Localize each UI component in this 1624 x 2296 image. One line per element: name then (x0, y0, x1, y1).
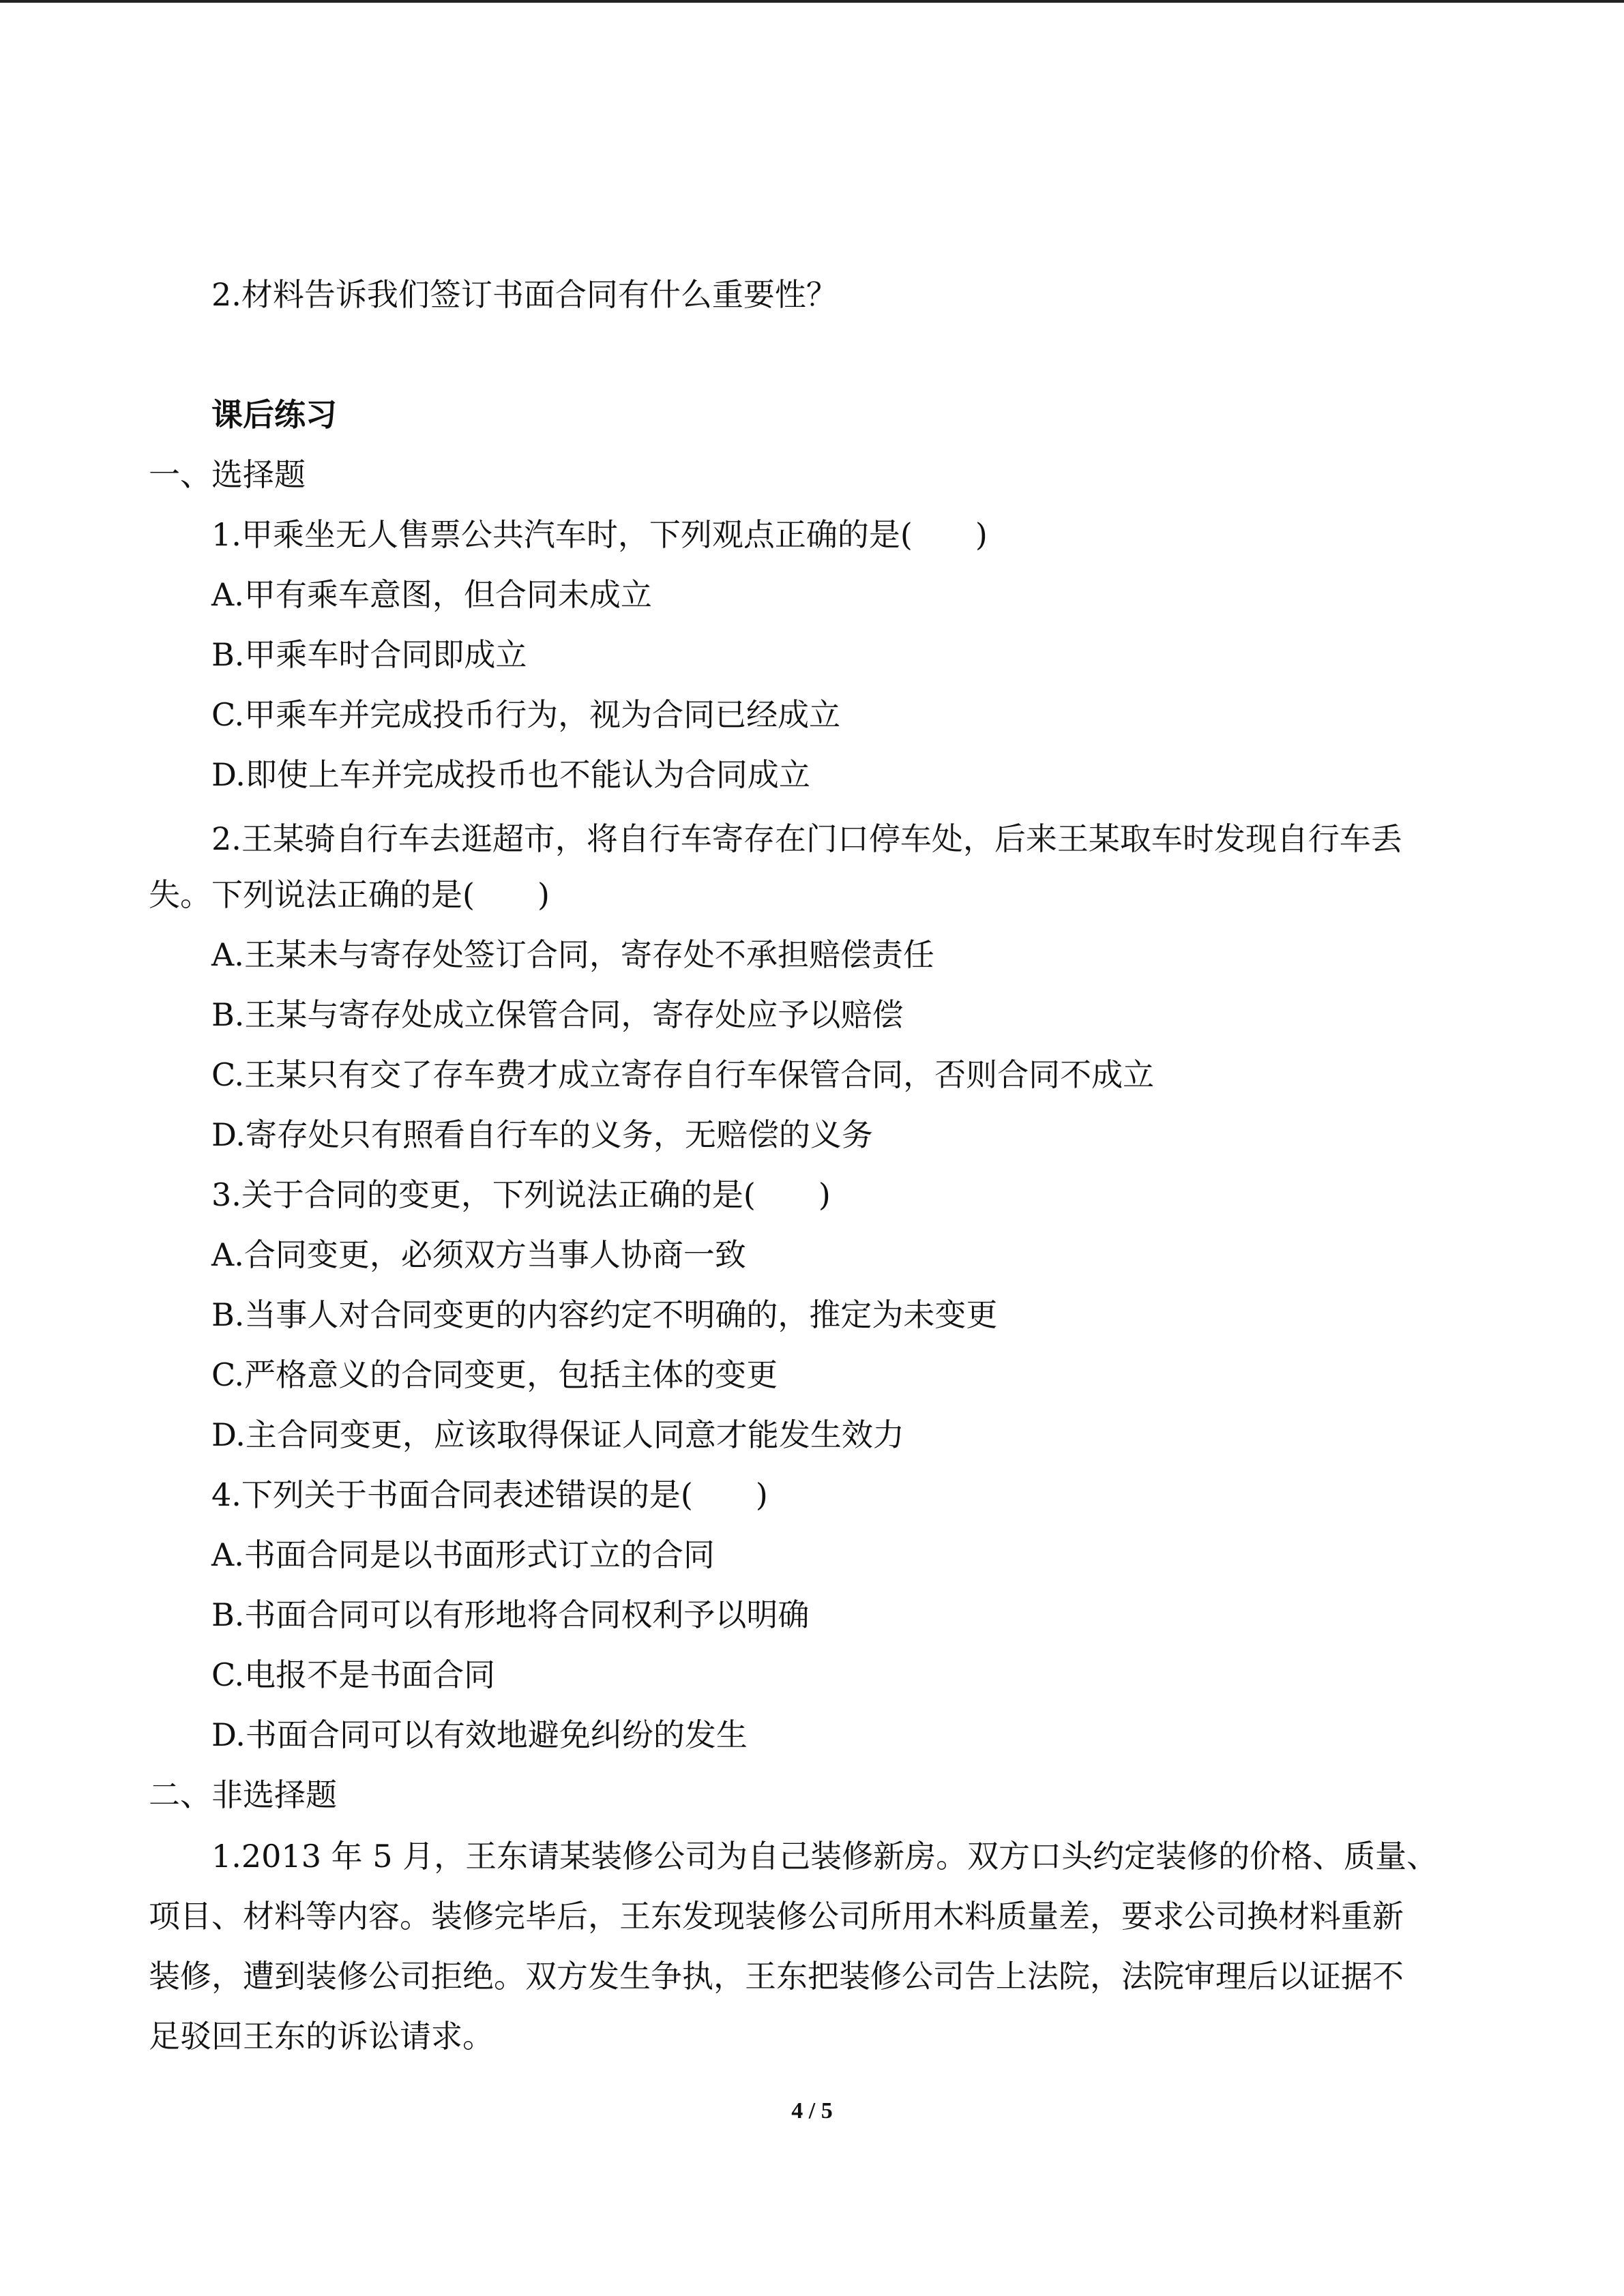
question-2-option-b: B.王某与寄存处成立保管合同，寄存处应予以赔偿 (211, 996, 904, 1033)
non-choice-question-1-line-1: 1.2013 年 5 月，王东请某装修公司为自己装修新房。双方口头约定装修的价格、质量、 (211, 1838, 1438, 1875)
non-choice-question-1-line-4: 足驳回王东的诉讼请求。 (149, 2018, 494, 2055)
section-heading-after-class-exercise: 课后练习 (211, 396, 337, 433)
question-1-option-b: B.甲乘车时合同即成立 (211, 636, 527, 673)
question-3-option-a: A.合同变更，必须双方当事人协商一致 (211, 1236, 746, 1273)
page-top-border (0, 0, 1624, 3)
question-3-option-d: D.主合同变更，应该取得保证人同意才能发生效力 (211, 1416, 904, 1453)
question-4-option-b: B.书面合同可以有形地将合同权利予以明确 (211, 1596, 810, 1633)
question-2-option-a: A.王某未与寄存处签订合同，寄存处不承担赔偿责任 (211, 936, 934, 973)
question-2-stem-line-1: 2.王某骑自行车去逛超市，将自行车寄存在门口停车处，后来王某取车时发现自行车丢 (211, 820, 1402, 857)
question-1-option-a: A.甲有乘车意图，但合同未成立 (211, 576, 652, 613)
question-3-option-c: C.严格意义的合同变更，包括主体的变更 (211, 1356, 778, 1393)
section-title-non-choice: 二、非选择题 (149, 1776, 337, 1813)
question-3-stem: 3.关于合同的变更，下列说法正确的是( ) (211, 1176, 831, 1213)
question-2-option-c: C.王某只有交了存车费才成立寄存自行车保管合同，否则合同不成立 (211, 1056, 1155, 1093)
question-2-stem-line-2: 失。下列说法正确的是( ) (149, 876, 550, 913)
continuation-question-2: 2.材料告诉我们签订书面合同有什么重要性？ (211, 276, 838, 313)
non-choice-question-1-line-3: 装修，遭到装修公司拒绝。双方发生争执，王东把装修公司告上法院，法院审理后以证据不 (149, 1958, 1404, 1995)
question-3-option-b: B.当事人对合同变更的内容约定不明确的，推定为未变更 (211, 1296, 998, 1333)
question-1-option-c: C.甲乘车并完成投币行为，视为合同已经成立 (211, 696, 841, 733)
question-4-option-d: D.书面合同可以有效地避免纠纷的发生 (211, 1716, 748, 1753)
page-number: 4 / 5 (791, 2098, 833, 2123)
question-1-option-d: D.即使上车并完成投币也不能认为合同成立 (211, 756, 810, 793)
question-4-option-a: A.书面合同是以书面形式订立的合同 (211, 1536, 715, 1573)
question-2-option-d: D.寄存处只有照看自行车的义务，无赔偿的义务 (211, 1116, 873, 1153)
question-4-stem: 4.下列关于书面合同表述错误的是( ) (211, 1476, 768, 1513)
question-4-option-c: C.电报不是书面合同 (211, 1656, 496, 1693)
section-title-multiple-choice: 一、选择题 (149, 456, 306, 493)
non-choice-question-1-line-2: 项目、材料等内容。装修完毕后，王东发现装修公司所用木料质量差，要求公司换材料重新 (149, 1898, 1404, 1935)
question-1-stem: 1.甲乘坐无人售票公共汽车时，下列观点正确的是( ) (211, 516, 988, 553)
